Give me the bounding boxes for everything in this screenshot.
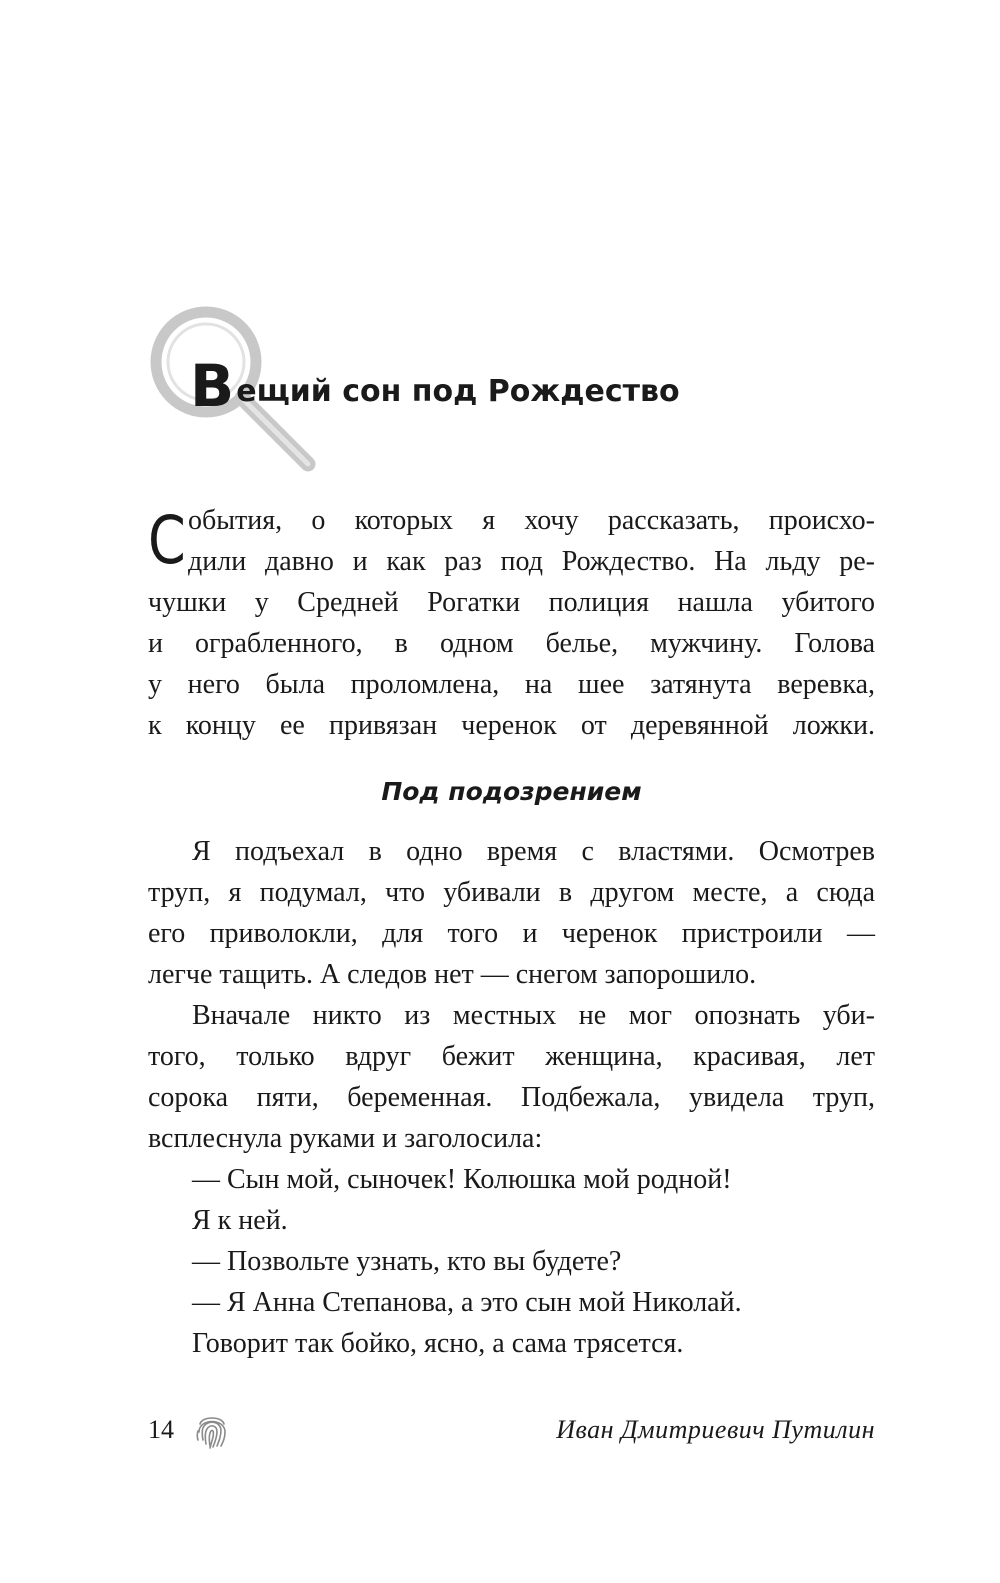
- chapter-title-text: ещий сон под Рождество: [236, 374, 680, 409]
- page-number: 14: [148, 1415, 174, 1444]
- text-line: Говорит так бойко, ясно, а сама трясется.: [192, 1328, 684, 1359]
- fingerprint-icon: [196, 1410, 228, 1450]
- dialogue-line: — Я Анна Степанова, а это сын мой Николай.: [192, 1287, 742, 1318]
- text-line: Я подъехал в одно время с властями. Осмотрев: [192, 836, 875, 867]
- page-footer: [148, 1408, 875, 1452]
- text-line: легче тащить. А следов нет — снегом запорошило.: [148, 959, 757, 990]
- text-line: того, только вдруг бежит женщина, красивая, лет: [148, 1041, 875, 1072]
- dialogue-line: — Позвольте узнать, кто вы будете?: [192, 1246, 622, 1277]
- intro-paragraph: [148, 500, 875, 746]
- text-line: чушки у Средней Рогатки полиция нашла убитого: [148, 587, 875, 618]
- dialogue-line: — Сын мой, сыночек! Колюшка мой родной!: [192, 1164, 732, 1195]
- author-name: Иван Дмитриевич Путилин: [556, 1415, 875, 1444]
- chapter-title: [190, 336, 680, 420]
- text-line: Я к ней.: [192, 1205, 288, 1236]
- text-line: дили давно и как раз под Рождество. На льду ре-: [188, 546, 875, 577]
- text-line: сорока пяти, беременная. Подбежала, увидела труп,: [148, 1082, 875, 1113]
- text-line: обытия, о которых я хочу рассказать, происхо-: [188, 505, 875, 536]
- text-line: его приволокли, для того и черенок пристроили —: [148, 918, 875, 949]
- text-line: всплеснула руками и заголосила:: [148, 1123, 543, 1154]
- text-line: и ограбленного, в одном белье, мужчину. Голова: [148, 628, 875, 659]
- text-line: Вначале никто из местных не мог опознать уби-: [192, 1000, 875, 1031]
- main-text: [148, 831, 875, 1364]
- section-subtitle: Под подозрением: [381, 777, 642, 806]
- chapter-title-initial: В: [190, 352, 235, 420]
- text-line: труп, я подумал, что убивали в другом месте, а сюда: [148, 877, 875, 908]
- text-line: у него была проломлена, на шее затянута веревка,: [148, 669, 875, 700]
- text-line: к концу ее привязан черенок от деревянной ложки.: [148, 710, 875, 741]
- drop-cap-letter: С: [148, 502, 186, 579]
